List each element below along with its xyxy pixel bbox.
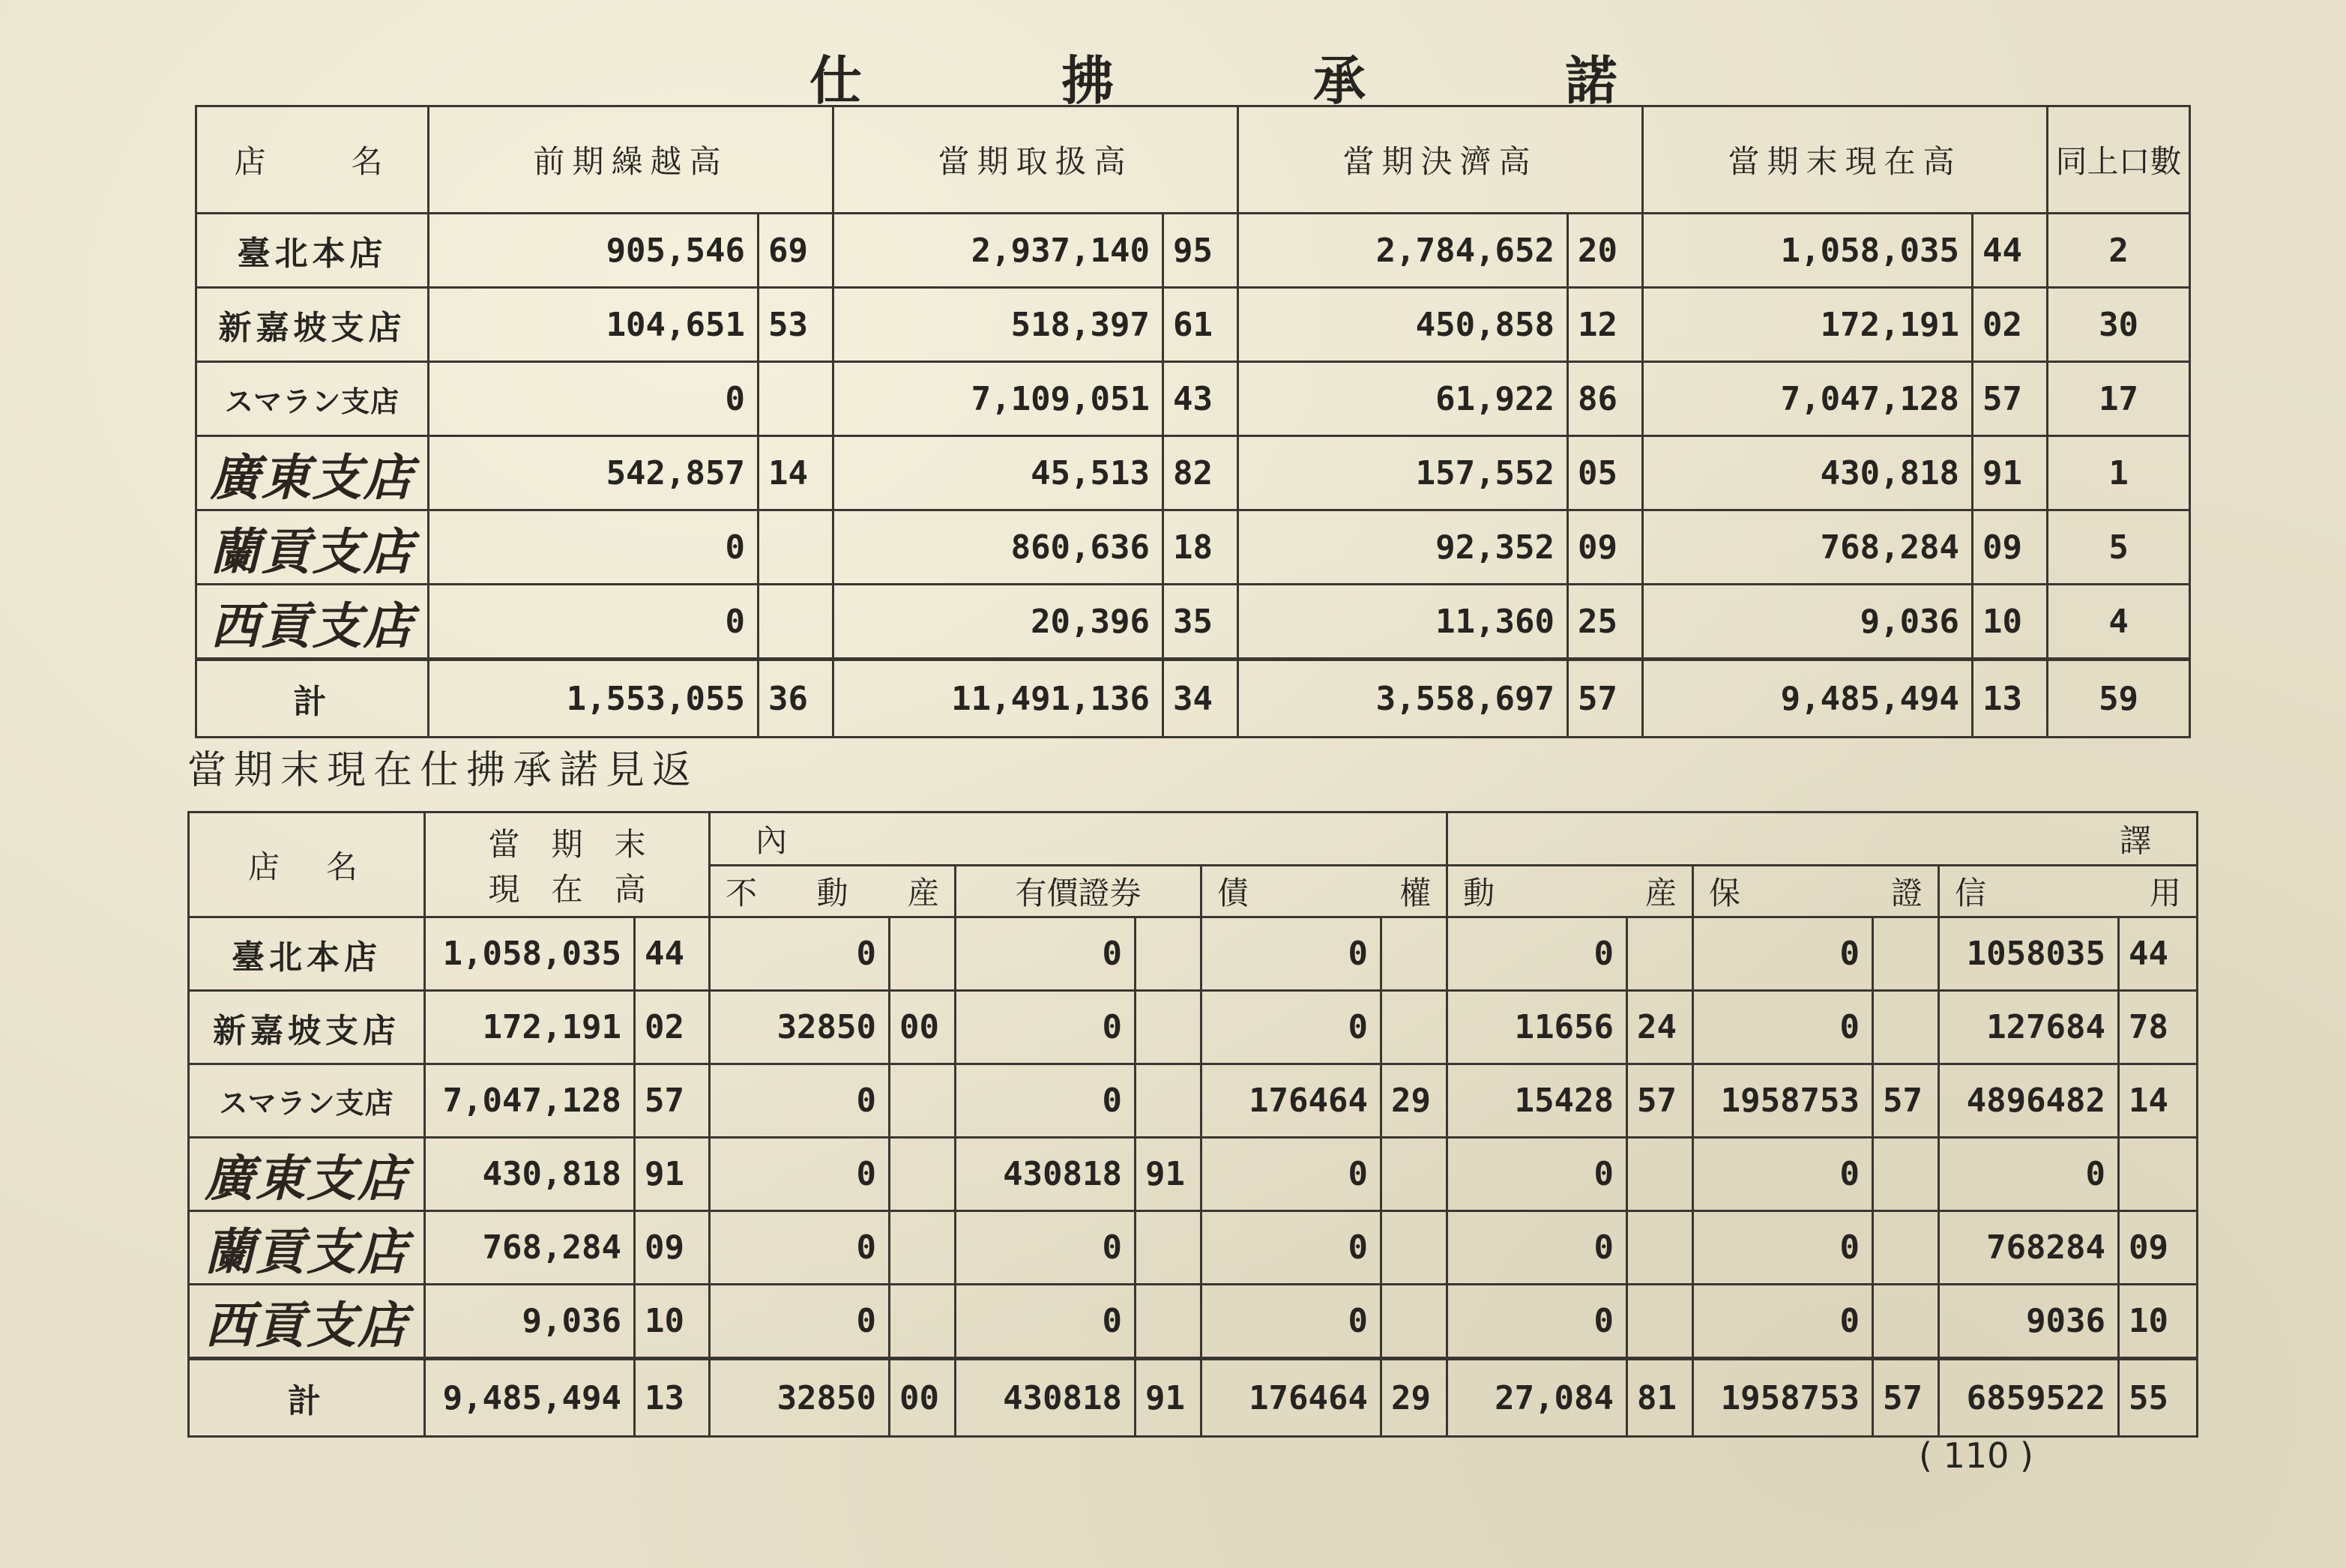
store-name: 新嘉坡支店 bbox=[196, 288, 429, 362]
header-end-balance: 當期末現在高 bbox=[1643, 106, 2048, 214]
previous-balance-sen bbox=[759, 585, 833, 660]
real-estate-sen bbox=[890, 1064, 956, 1138]
movables-value: 15428 bbox=[1447, 1064, 1627, 1138]
securities-sen bbox=[1136, 917, 1201, 991]
total-label: 計 bbox=[196, 660, 429, 738]
header-end-balance-line1: 當 期 末 bbox=[488, 825, 646, 863]
credit-sen: 44 bbox=[2119, 917, 2198, 991]
guarantee-value: 0 bbox=[1693, 1211, 1873, 1285]
total-count: 59 bbox=[2048, 660, 2190, 738]
header-breakdown-right: 譯 bbox=[1447, 812, 2198, 866]
end-balance: 172,191 bbox=[425, 991, 635, 1064]
end-balance: 1,058,035 bbox=[1643, 214, 1973, 288]
real-estate-value: 0 bbox=[710, 1211, 890, 1285]
store-name: スマラン支店 bbox=[189, 1064, 425, 1138]
end-balance: 9,036 bbox=[1643, 585, 1973, 660]
current-handled-sen: 43 bbox=[1163, 362, 1238, 436]
claims-value: 0 bbox=[1201, 917, 1381, 991]
movables-value: 0 bbox=[1447, 1285, 1627, 1359]
guarantee-value: 0 bbox=[1693, 991, 1873, 1064]
securities-sen bbox=[1136, 1064, 1201, 1138]
title-char-2: 拂 bbox=[1061, 49, 1115, 112]
total-current-settled: 3,558,697 bbox=[1238, 660, 1568, 738]
movables-sen bbox=[1627, 917, 1693, 991]
movables-value: 11656 bbox=[1447, 991, 1627, 1064]
end-balance-sen: 13 bbox=[635, 1359, 710, 1437]
movables-sen: 24 bbox=[1627, 991, 1693, 1064]
credit-value: 6859522 bbox=[1939, 1359, 2119, 1437]
total-label: 計 bbox=[189, 1359, 425, 1437]
movables-sen bbox=[1627, 1138, 1693, 1211]
previous-balance: 0 bbox=[429, 362, 759, 436]
end-balance-sen: 09 bbox=[635, 1211, 710, 1285]
store-name-handwritten: 蘭貢支店 bbox=[196, 510, 429, 585]
store-name: スマラン支店 bbox=[196, 362, 429, 436]
securities-sen: 91 bbox=[1136, 1138, 1201, 1211]
claims-value: 0 bbox=[1201, 1138, 1381, 1211]
claims-value: 176464 bbox=[1201, 1064, 1381, 1138]
credit-value: 768284 bbox=[1939, 1211, 2119, 1285]
store-name: 新嘉坡支店 bbox=[189, 991, 425, 1064]
total-end-balance: 9,485,494 bbox=[1643, 660, 1973, 738]
total-current-handled-sen: 34 bbox=[1163, 660, 1238, 738]
title-char-4: 諾 bbox=[1565, 49, 1619, 112]
subheader-guarantee: 保 證 bbox=[1693, 866, 1939, 917]
credit-sen: 78 bbox=[2119, 991, 2198, 1064]
securities-value: 0 bbox=[956, 1064, 1136, 1138]
header-end-balance bbox=[425, 812, 710, 917]
current-handled-sen: 82 bbox=[1163, 436, 1238, 510]
securities-value: 0 bbox=[956, 917, 1136, 991]
count: 17 bbox=[2048, 362, 2190, 436]
subheader-credit: 信 用 bbox=[1939, 866, 2198, 917]
store-name-handwritten: 廣東支店 bbox=[189, 1138, 425, 1211]
credit-sen bbox=[2119, 1138, 2198, 1211]
credit-sen: 14 bbox=[2119, 1064, 2198, 1138]
current-settled-sen: 05 bbox=[1568, 436, 1643, 510]
header-count: 同上口數 bbox=[2048, 106, 2190, 214]
header-current-handled: 當期取扱高 bbox=[833, 106, 1238, 214]
previous-balance: 0 bbox=[429, 585, 759, 660]
subheader-movables: 動 産 bbox=[1447, 866, 1693, 917]
credit-value: 4896482 bbox=[1939, 1064, 2119, 1138]
page-title bbox=[809, 39, 1619, 115]
current-settled: 11,360 bbox=[1238, 585, 1568, 660]
store-name: 臺北本店 bbox=[196, 214, 429, 288]
previous-balance: 0 bbox=[429, 510, 759, 585]
securities-value: 430818 bbox=[956, 1359, 1136, 1437]
previous-balance-sen: 69 bbox=[759, 214, 833, 288]
end-balance: 430,818 bbox=[1643, 436, 1973, 510]
total-current-handled: 11,491,136 bbox=[833, 660, 1163, 738]
credit-value: 9036 bbox=[1939, 1285, 2119, 1359]
count: 4 bbox=[2048, 585, 2190, 660]
table-row bbox=[189, 1285, 2198, 1359]
current-handled: 518,397 bbox=[833, 288, 1163, 362]
current-settled: 92,352 bbox=[1238, 510, 1568, 585]
real-estate-value: 0 bbox=[710, 917, 890, 991]
real-estate-sen bbox=[890, 1285, 956, 1359]
table-row bbox=[196, 288, 2190, 362]
real-estate-sen bbox=[890, 917, 956, 991]
claims-value: 0 bbox=[1201, 991, 1381, 1064]
previous-balance: 905,546 bbox=[429, 214, 759, 288]
liability-table bbox=[195, 105, 2191, 738]
end-balance-sen: 44 bbox=[1973, 214, 2048, 288]
claims-value: 0 bbox=[1201, 1285, 1381, 1359]
end-balance: 9,485,494 bbox=[425, 1359, 635, 1437]
current-settled: 157,552 bbox=[1238, 436, 1568, 510]
claims-sen bbox=[1381, 991, 1447, 1064]
credit-value: 1058035 bbox=[1939, 917, 2119, 991]
guarantee-sen: 57 bbox=[1873, 1064, 1939, 1138]
end-balance: 1,058,035 bbox=[425, 917, 635, 991]
movables-sen: 57 bbox=[1627, 1064, 1693, 1138]
total-current-settled-sen: 57 bbox=[1568, 660, 1643, 738]
store-name-handwritten: 西貢支店 bbox=[196, 585, 429, 660]
guarantee-sen bbox=[1873, 917, 1939, 991]
section-title: 當期末現在仕拂承諾見返 bbox=[187, 748, 699, 793]
real-estate-value: 0 bbox=[710, 1138, 890, 1211]
claims-sen bbox=[1381, 1285, 1447, 1359]
end-balance: 172,191 bbox=[1643, 288, 1973, 362]
end-balance: 430,818 bbox=[425, 1138, 635, 1211]
store-name-handwritten: 蘭貢支店 bbox=[189, 1211, 425, 1285]
securities-sen: 91 bbox=[1136, 1359, 1201, 1437]
current-settled-sen: 86 bbox=[1568, 362, 1643, 436]
securities-value: 430818 bbox=[956, 1138, 1136, 1211]
guarantee-value: 1958753 bbox=[1693, 1359, 1873, 1437]
real-estate-value: 32850 bbox=[710, 991, 890, 1064]
table-row bbox=[196, 214, 2190, 288]
movables-value: 0 bbox=[1447, 917, 1627, 991]
table-row bbox=[189, 1138, 2198, 1211]
claims-sen bbox=[1381, 917, 1447, 991]
real-estate-sen: 00 bbox=[890, 1359, 956, 1437]
movables-value: 27,084 bbox=[1447, 1359, 1627, 1437]
guarantee-sen bbox=[1873, 1211, 1939, 1285]
end-balance-sen: 57 bbox=[1973, 362, 2048, 436]
claims-value: 176464 bbox=[1201, 1359, 1381, 1437]
end-balance-sen: 10 bbox=[635, 1285, 710, 1359]
total-row bbox=[196, 660, 2190, 738]
count: 30 bbox=[2048, 288, 2190, 362]
table-row bbox=[189, 917, 2198, 991]
securities-sen bbox=[1136, 991, 1201, 1064]
header-previous-balance: 前期繰越高 bbox=[429, 106, 833, 214]
movables-sen: 81 bbox=[1627, 1359, 1693, 1437]
guarantee-sen bbox=[1873, 991, 1939, 1064]
end-balance-sen: 57 bbox=[635, 1064, 710, 1138]
previous-balance: 104,651 bbox=[429, 288, 759, 362]
securities-value: 0 bbox=[956, 991, 1136, 1064]
claims-sen: 29 bbox=[1381, 1064, 1447, 1138]
securities-sen bbox=[1136, 1211, 1201, 1285]
table-row bbox=[196, 436, 2190, 510]
current-settled-sen: 25 bbox=[1568, 585, 1643, 660]
current-handled: 860,636 bbox=[833, 510, 1163, 585]
securities-value: 0 bbox=[956, 1211, 1136, 1285]
header-breakdown-left: 內 bbox=[710, 812, 1447, 866]
count: 1 bbox=[2048, 436, 2190, 510]
guarantee-sen: 57 bbox=[1873, 1359, 1939, 1437]
claims-sen bbox=[1381, 1211, 1447, 1285]
current-settled: 450,858 bbox=[1238, 288, 1568, 362]
current-settled-sen: 20 bbox=[1568, 214, 1643, 288]
count: 2 bbox=[2048, 214, 2190, 288]
header-current-settled: 當期決濟高 bbox=[1238, 106, 1643, 214]
credit-value: 0 bbox=[1939, 1138, 2119, 1211]
current-settled: 61,922 bbox=[1238, 362, 1568, 436]
total-row bbox=[189, 1359, 2198, 1437]
end-balance: 7,047,128 bbox=[1643, 362, 1973, 436]
claims-sen: 29 bbox=[1381, 1359, 1447, 1437]
end-balance-sen: 02 bbox=[635, 991, 710, 1064]
table-row bbox=[196, 362, 2190, 436]
table-row bbox=[189, 1211, 2198, 1285]
table-row bbox=[189, 1064, 2198, 1138]
previous-balance-sen bbox=[759, 362, 833, 436]
subheader-real-estate: 不 動 産 bbox=[710, 866, 956, 917]
movables-sen bbox=[1627, 1211, 1693, 1285]
previous-balance-sen: 53 bbox=[759, 288, 833, 362]
subheader-claims: 債 權 bbox=[1201, 866, 1447, 917]
movables-sen bbox=[1627, 1285, 1693, 1359]
end-balance-sen: 44 bbox=[635, 917, 710, 991]
previous-balance: 542,857 bbox=[429, 436, 759, 510]
counter-entry-table bbox=[187, 811, 2198, 1438]
claims-value: 0 bbox=[1201, 1211, 1381, 1285]
credit-sen: 09 bbox=[2119, 1211, 2198, 1285]
end-balance-sen: 91 bbox=[635, 1138, 710, 1211]
end-balance-sen: 10 bbox=[1973, 585, 2048, 660]
end-balance-sen: 91 bbox=[1973, 436, 2048, 510]
count: 5 bbox=[2048, 510, 2190, 585]
movables-value: 0 bbox=[1447, 1138, 1627, 1211]
subheader-securities: 有價證券 bbox=[956, 866, 1201, 917]
guarantee-sen bbox=[1873, 1285, 1939, 1359]
guarantee-value: 0 bbox=[1693, 917, 1873, 991]
store-name-handwritten: 西貢支店 bbox=[189, 1285, 425, 1359]
real-estate-sen: 00 bbox=[890, 991, 956, 1064]
credit-value: 127684 bbox=[1939, 991, 2119, 1064]
header-store-name: 店 名 bbox=[189, 812, 425, 917]
claims-sen bbox=[1381, 1138, 1447, 1211]
end-balance: 7,047,128 bbox=[425, 1064, 635, 1138]
real-estate-sen bbox=[890, 1211, 956, 1285]
header-store-name: 店 名 bbox=[196, 106, 429, 214]
end-balance: 9,036 bbox=[425, 1285, 635, 1359]
movables-value: 0 bbox=[1447, 1211, 1627, 1285]
guarantee-value: 1958753 bbox=[1693, 1064, 1873, 1138]
current-handled: 7,109,051 bbox=[833, 362, 1163, 436]
guarantee-sen bbox=[1873, 1138, 1939, 1211]
current-handled-sen: 95 bbox=[1163, 214, 1238, 288]
table-header-row bbox=[189, 812, 2198, 866]
total-end-balance-sen: 13 bbox=[1973, 660, 2048, 738]
securities-sen bbox=[1136, 1285, 1201, 1359]
page-number: ( 110 ) bbox=[1919, 1435, 2033, 1476]
real-estate-value: 0 bbox=[710, 1064, 890, 1138]
header-end-balance-line2: 現 在 高 bbox=[488, 870, 646, 908]
real-estate-sen bbox=[890, 1138, 956, 1211]
real-estate-value: 0 bbox=[710, 1285, 890, 1359]
current-handled-sen: 18 bbox=[1163, 510, 1238, 585]
guarantee-value: 0 bbox=[1693, 1285, 1873, 1359]
current-settled-sen: 12 bbox=[1568, 288, 1643, 362]
store-name: 臺北本店 bbox=[189, 917, 425, 991]
table-row bbox=[196, 510, 2190, 585]
table-row bbox=[189, 991, 2198, 1064]
securities-value: 0 bbox=[956, 1285, 1136, 1359]
current-handled: 2,937,140 bbox=[833, 214, 1163, 288]
current-handled-sen: 35 bbox=[1163, 585, 1238, 660]
credit-sen: 55 bbox=[2119, 1359, 2198, 1437]
current-handled: 45,513 bbox=[833, 436, 1163, 510]
previous-balance-sen: 14 bbox=[759, 436, 833, 510]
end-balance: 768,284 bbox=[425, 1211, 635, 1285]
previous-balance-sen bbox=[759, 510, 833, 585]
title-char-3: 承 bbox=[1313, 49, 1367, 112]
real-estate-value: 32850 bbox=[710, 1359, 890, 1437]
guarantee-value: 0 bbox=[1693, 1138, 1873, 1211]
credit-sen: 10 bbox=[2119, 1285, 2198, 1359]
total-previous-balance: 1,553,055 bbox=[429, 660, 759, 738]
table-header-row bbox=[196, 106, 2190, 214]
end-balance-sen: 09 bbox=[1973, 510, 2048, 585]
current-handled-sen: 61 bbox=[1163, 288, 1238, 362]
store-name-handwritten: 廣東支店 bbox=[196, 436, 429, 510]
total-previous-balance-sen: 36 bbox=[759, 660, 833, 738]
table-row bbox=[196, 585, 2190, 660]
end-balance: 768,284 bbox=[1643, 510, 1973, 585]
end-balance-sen: 02 bbox=[1973, 288, 2048, 362]
title-char-1: 仕 bbox=[809, 49, 863, 112]
current-settled-sen: 09 bbox=[1568, 510, 1643, 585]
current-settled: 2,784,652 bbox=[1238, 214, 1568, 288]
current-handled: 20,396 bbox=[833, 585, 1163, 660]
